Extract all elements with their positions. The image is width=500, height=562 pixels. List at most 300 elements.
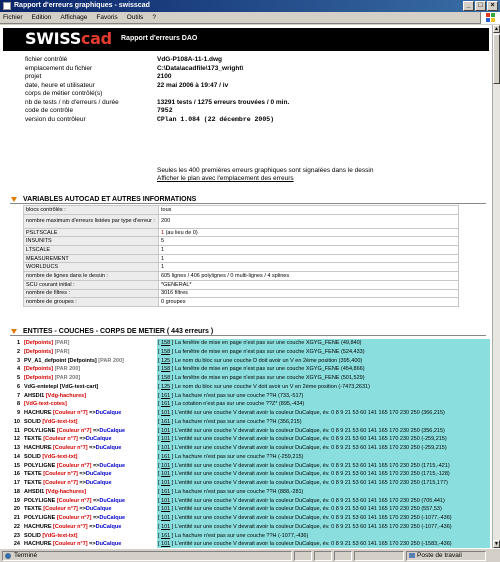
error-code-link[interactable]: 158 [161,340,171,346]
error-layer-part: DuCalque [99,462,126,469]
error-message [157,374,490,383]
error-row [10,444,490,453]
error-row [10,400,490,409]
error-code-link[interactable]: 101 [161,515,171,521]
error-code-link[interactable]: 161 [161,453,171,460]
error-layer-part: => [79,480,86,486]
error-layer-part: [Couleur n°7] [53,445,90,451]
bracket: ] [170,383,175,390]
bracket: ] [170,471,175,478]
error-layer [24,488,86,497]
error-message [157,400,490,409]
bracket: [ [158,480,162,486]
error-message [157,339,490,348]
error-text: La fenêtre de mise en page n'est pas sur une couche XGYG_FENE (501,529) [174,375,365,381]
error-number: 24 [13,541,20,548]
bracket: ] [170,340,175,346]
error-layer [24,409,121,418]
error-message [157,357,490,366]
error-code-link[interactable]: 125 [161,357,171,364]
error-layer-part: [VdG-text-txt] [42,418,78,425]
error-layer-part: [Couleur n°7] [53,541,90,548]
error-row [10,365,490,374]
error-layer-part: [Couleur n°7] [43,436,80,443]
menu-affichage[interactable]: Affichage [60,14,88,21]
info-key: version du contrôleur [25,115,86,123]
error-code-link[interactable]: 101 [161,506,171,513]
error-number: 6 [16,383,20,390]
info-row [25,107,485,116]
bracket: [ [158,375,162,381]
info-value: 7952 [157,107,173,114]
error-layer-part: [Vdg-hachures] [45,392,87,399]
error-text: La hachure n'est pas sur une couche ??H (888,-281) [174,488,304,495]
error-row [10,505,490,514]
close-button[interactable]: × [487,1,498,11]
error-layer [24,505,112,514]
bracket: ] [170,515,175,521]
error-layer-part: [Couleur n°7] [56,462,93,469]
error-row [10,488,490,497]
status-zone [406,551,486,561]
error-number: 16 [13,471,20,478]
collapse-triangle-icon[interactable] [11,329,17,334]
error-layer-part: [Couleur n°7] [56,427,93,434]
var-value-text: 1 [161,246,165,253]
error-text: L'entité sur une couche V devrait avoir la couleur DuCalque, év. 0 8 9 21 53 60 141 165 170 230 250 (557,53) [174,506,442,513]
error-layer-part: [Defpoints] [24,375,55,381]
error-code-link[interactable]: 101 [161,410,171,416]
bracket: ] [170,375,175,381]
info-value: 2100 [157,73,172,80]
bracket: [ [158,366,162,373]
var-value [159,263,459,272]
error-number: 15 [13,462,20,469]
var-value-text: 1 [161,264,165,271]
computer-icon [409,553,415,558]
var-name: nombre de filtres : [24,289,159,298]
bracket: ] [170,497,175,504]
error-code-link[interactable]: 101 [161,480,171,486]
error-code-link[interactable]: 101 [161,445,171,451]
error-text: L'entité sur une couche V devrait avoir la couleur DuCalque, év. 0 8 9 21 53 60 141 165 170 230 250 (-259,215) [174,445,447,451]
error-row [10,374,490,383]
var-row [24,298,459,307]
var-value-text: tous [161,206,172,213]
var-row [24,289,459,298]
error-layer-part: [PAR 200] [54,375,81,381]
error-code-link[interactable]: 101 [161,462,171,469]
autocad-vars-table [23,205,459,307]
section-title-errors[interactable]: ENTITES - COUCHES - CORPS DE METIER ( 443 erreurs ) [10,327,486,336]
error-layer [24,497,125,506]
status-text-area [2,551,292,561]
error-layer [24,365,80,374]
error-layer-part: => [92,462,100,469]
bracket: [ [158,541,162,548]
bracket: [ [158,488,162,495]
error-number: 1 [16,340,20,346]
error-layer-part: PV_A1_defpoint [24,357,68,364]
error-text: L'entité sur une couche V devrait avoir la couleur DuCalque, év. 0 8 9 21 53 60 141 165 170 230 250 (705,441) [174,497,445,504]
error-layer [24,453,77,462]
status-bar [0,548,500,562]
error-text: La hachure n'est pas sur une couche ??H (733,-517) [174,392,304,399]
var-value-text: 5 [161,238,165,245]
error-layer-part: [VdG-text-txt] [42,453,78,460]
var-value [159,298,459,307]
var-name: INSUNITS [24,237,159,246]
window-app-icon [3,2,11,10]
file-info [25,56,485,124]
notes-text: Seules les 400 premières erreurs graphiques sont signalées dans le dessin [157,167,374,174]
error-layer-part: DuCalque [85,506,112,513]
error-layer-part: TEXTE [24,436,44,443]
error-layer-part: POLYLIGNE [24,462,57,469]
error-code-link[interactable]: 158 [161,375,171,381]
error-layer-part: => [79,506,86,513]
error-layer-part: DuCalque [95,445,122,451]
error-layer-part: [Couleur n°7] [43,471,80,478]
error-row [10,470,490,479]
error-text: La fenêtre de mise en page n'est pas sur une couche XGYG_FENE (524,433) [174,348,365,355]
error-layer-part: => [92,497,100,504]
error-layer-part: [PAR] [54,348,70,355]
error-layer-part: DuCalque [85,471,112,478]
var-name: PSLTSCALE [24,228,159,237]
info-key: date, heure et utilisateur [25,81,95,89]
error-row [10,348,490,357]
info-row [25,90,485,99]
menu-edition[interactable]: Edition [31,14,52,21]
scroll-down-button[interactable]: ▼ [494,541,499,547]
bracket: [ [158,497,162,504]
bracket: [ [158,445,162,451]
error-message [157,479,490,488]
var-row [24,280,459,289]
errors-list [10,339,490,548]
show-plan-link[interactable]: Afficher le plan avec l'emplacement des erreurs [157,175,294,182]
error-message [157,365,490,374]
minimize-button[interactable]: _ [463,1,474,11]
error-text: La fenêtre de mise en page n'est pas sur une couche XGYG_FENE (454,866) [174,366,365,373]
error-code-link[interactable]: 161 [161,401,171,408]
info-row [25,99,485,108]
bracket: ] [170,532,175,539]
var-value-text: *GENERAL* [161,281,192,288]
error-message [157,427,490,436]
status-cell [314,551,332,561]
bracket: ] [170,366,175,373]
error-code-link[interactable]: 101 [161,541,171,548]
info-row [25,116,485,125]
error-text: La hachure n'est pas sur une couche ??H (-1077,-436) [174,532,309,539]
error-row [10,453,490,462]
error-layer-part: DuCalque [85,480,112,486]
error-row [10,339,490,348]
error-code-link[interactable]: 161 [161,488,171,495]
var-value-text: 605 lignes / 406 polylignes / 0 multi-lignes / 4 splines [161,272,290,279]
error-layer-part: [PAR 200] [98,357,124,364]
var-row [24,206,459,215]
info-key: corps de métier contrôlé(s) [25,90,103,97]
error-number: 14 [13,453,20,460]
error-row [10,497,490,506]
scroll-thumb[interactable] [493,34,500,84]
bracket: ] [170,392,175,399]
ie-globe-icon [5,553,11,559]
bracket: ] [170,436,175,443]
error-code-link[interactable]: 101 [161,523,171,530]
bracket: [ [158,427,162,434]
error-layer-part: SOLID [24,418,43,425]
error-code-link[interactable]: 161 [161,532,171,539]
error-code-link[interactable]: 158 [161,366,171,373]
error-number: 18 [13,488,20,495]
bracket: ] [170,357,175,364]
info-key: code de contrôle [25,107,74,114]
error-code-link[interactable]: 161 [161,418,171,425]
bracket: ] [170,410,175,416]
error-code-link[interactable]: 161 [161,392,171,399]
var-value-text: 1 [161,255,165,262]
error-text: L'entité sur une couche V devrait avoir la couleur DuCalque, év. 0 8 9 21 53 60 141 165 170 230 250 (-1583,-436) [174,541,452,548]
vertical-scrollbar[interactable] [492,25,500,548]
error-message [157,435,490,444]
error-number: 21 [13,515,20,521]
menu-favoris[interactable]: Favoris [96,14,118,21]
bracket: [ [158,506,162,513]
bracket: [ [158,523,162,530]
var-row [24,228,459,237]
error-text: L'entité sur une couche V devrait avoir la couleur DuCalque, év. 0 8 9 21 53 60 141 165 170 230 250 (356,215) [174,427,445,434]
menu-fichier[interactable]: Fichier [3,14,23,21]
bracket: ] [170,445,175,451]
info-key: fichier contrôlé [25,56,68,63]
var-row [24,246,459,255]
error-layer-part: AHSDI1 [24,488,46,495]
report-notes [157,167,373,183]
error-number: 3 [16,357,20,364]
error-layer [24,462,125,471]
error-message [157,523,490,532]
bracket: [ [158,392,162,399]
error-layer-part: [PAR 200] [54,366,81,373]
var-value [159,280,459,289]
bracket: ] [170,480,175,486]
info-row [25,73,485,82]
error-layer-part: [VdG-text-cart] [59,383,99,390]
error-layer-part: => [89,523,96,530]
error-layer [24,540,121,548]
window-title-bar [0,0,500,12]
error-layer [24,444,121,453]
info-value: VdG-P108A-11-1.dwg [157,56,223,63]
error-code-link[interactable]: 125 [161,383,171,390]
error-number: 9 [16,410,20,416]
status-text: Terminé [14,552,38,559]
error-message [157,418,490,427]
var-name: nombre maximum d'erreurs listées par type d'erreur : [24,214,159,228]
error-message [157,488,490,497]
scroll-up-button[interactable]: ▲ [494,26,499,32]
error-layer-part: DuCalque [95,541,122,548]
bracket: ] [170,488,175,495]
error-layer-part: [Defpoints] [67,357,99,364]
error-code-link[interactable]: 101 [161,436,171,443]
error-number: 10 [13,418,20,425]
error-layer-part: [VdG-text-txt] [42,532,78,539]
bracket: ] [170,453,175,460]
error-number: 20 [13,506,20,513]
error-layer-part: [Defpoints] [24,348,55,355]
error-message [157,392,490,401]
error-layer [24,339,69,348]
error-row [10,523,490,532]
status-cell [354,551,404,561]
var-value [159,206,459,215]
bracket: ] [170,541,175,548]
collapse-triangle-icon[interactable] [11,197,17,202]
maximize-button[interactable]: □ [475,1,486,11]
var-row [24,272,459,281]
error-layer [24,479,112,488]
var-value-text: 1 [161,229,165,236]
error-layer-part: [PAR] [54,340,70,346]
bracket: [ [158,357,162,364]
info-row [25,56,485,65]
error-number: 13 [13,445,20,451]
error-row [10,532,490,541]
error-number: 7 [16,392,20,399]
error-layer-part: DuCalque [99,497,126,504]
var-value [159,254,459,263]
error-layer-part: HACHURE [24,445,54,451]
error-layer-part: DuCalque [99,427,126,434]
status-cell [334,551,352,561]
error-layer-part: => [92,515,100,521]
error-layer-part: [Couleur n°7] [53,523,90,530]
error-code-link[interactable]: 101 [161,427,171,434]
error-text: L'entité sur une couche V devrait avoir la couleur DuCalque, év. 0 8 9 21 53 60 141 165 170 230 250 (1715,-421) [174,462,450,469]
error-text: La fenêtre de mise en page n'est pas sur une couche XGYG_FENE (49,840) [174,340,362,346]
error-text: La cotation n'est pas sur une couche ??Z* (895,-434) [174,401,305,408]
var-value [159,237,459,246]
var-value [159,228,459,237]
error-code-link[interactable]: 158 [161,348,171,355]
error-message [157,470,490,479]
var-name: SCU courant initial : [24,280,159,289]
var-name: MEASUREMENT [24,254,159,263]
error-layer-part: DuCalque [95,523,122,530]
bracket: [ [158,418,162,425]
error-layer-part: [Couleur n°7] [43,506,80,513]
error-layer-part: => [89,410,96,416]
page-content [0,25,492,548]
var-value [159,289,459,298]
error-layer [24,374,80,383]
report-subtitle: Rapport d'erreurs DAO [121,35,198,42]
error-row [10,427,490,436]
bracket: ] [170,523,175,530]
error-message [157,532,490,541]
var-value [159,246,459,255]
error-layer [24,392,86,401]
status-zone-label: Poste de travail [417,552,462,559]
windows-logo-icon [480,12,500,24]
error-row [10,435,490,444]
error-row [10,514,490,523]
error-text: Le nom du bloc sur une couche V doit avoir un V en 2ème position (-7473,2631) [174,383,370,390]
error-layer [24,383,98,392]
error-row [10,409,490,418]
error-layer [24,400,67,409]
error-text: La hachure n'est pas sur une couche ??H (356,215) [174,418,302,425]
error-text: L'entité sur une couche V devrait avoir la couleur DuCalque, év. 0 8 9 21 53 60 141 165 170 230 250 (-1077,-436) [174,515,452,521]
error-code-link[interactable]: 101 [161,471,171,478]
var-row [24,237,459,246]
bracket: ] [170,462,175,469]
var-value [159,272,459,281]
error-layer [24,418,77,427]
error-text: La hachure n'est pas sur une couche ??H (-259,215) [174,453,304,460]
error-number: 4 [16,366,20,373]
error-text: L'entité sur une couche V devrait avoir la couleur DuCalque, év. 0 8 9 21 53 60 141 165 170 230 250 (-1077,-436) [174,523,452,530]
swisscad-logo: SWISScad [25,29,112,48]
error-layer-part: => [89,541,96,548]
var-row [24,214,459,228]
error-layer-part: [Couleur n°7] [56,497,93,504]
bracket: [ [158,532,162,539]
error-row [10,357,490,366]
error-message [157,462,490,471]
error-layer-part: DuCalque [95,410,122,416]
bracket: ] [170,348,175,355]
bracket: [ [158,348,162,355]
error-number: 19 [13,497,20,504]
var-row [24,254,459,263]
error-row [10,479,490,488]
error-text: L'entité sur une couche V devrait avoir la couleur DuCalque, év. 0 8 9 21 53 60 141 165 170 230 250 (366,215) [174,410,445,416]
var-name: WORLDUCS [24,263,159,272]
menu-outils[interactable]: Outils [126,14,144,21]
bracket: [ [158,340,162,346]
info-key: nb de tests / nb d'erreurs / durée [25,98,119,106]
bracket: ] [170,401,175,408]
error-text: L'entité sur une couche V devrait avoir la couleur DuCalque, év. 0 8 9 21 53 60 141 165 170 230 250 (-259,215) [174,436,447,443]
error-layer-part: [Couleur n°7] [43,480,80,486]
error-code-link[interactable]: 101 [161,497,171,504]
var-value-text: 3016 filtres [161,290,188,297]
error-message [157,497,490,506]
error-layer [24,427,125,436]
error-layer-part: DuCalque [85,436,112,443]
error-layer-part: SOLID [24,532,43,539]
menu-help[interactable]: ? [152,14,156,21]
section-title-vars[interactable]: VARIABLES AUTOCAD ET AUTRES INFORMATIONS [10,195,486,204]
error-message [157,505,490,514]
error-layer-part: [Couleur n°7] [53,410,90,416]
error-layer [24,470,112,479]
error-number: 23 [13,532,20,539]
error-layer-part: TEXTE [24,480,44,486]
error-layer-part: HACHURE [24,541,54,548]
error-layer [24,348,69,357]
var-value-note: (au lieu de 0) [164,229,198,236]
error-number: 11 [14,427,20,434]
error-message [157,444,490,453]
info-value: C:\Data\acadfile\173_wright\ [157,64,244,72]
